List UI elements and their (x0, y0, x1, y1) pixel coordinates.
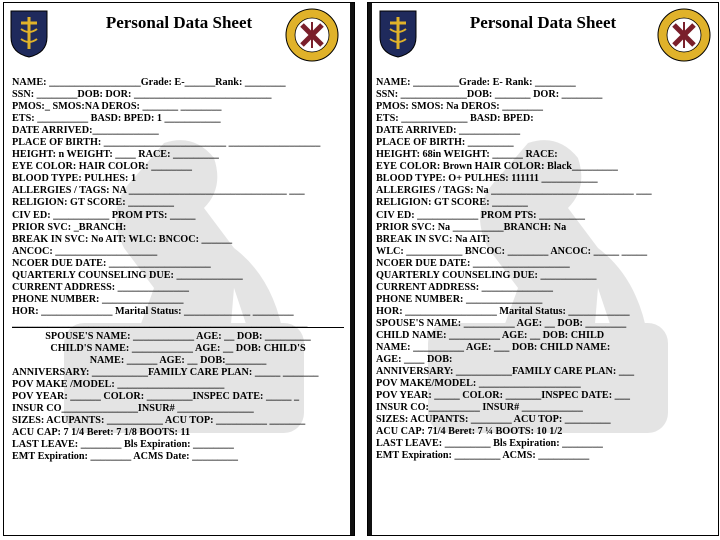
personal-data-sheet-left (3, 2, 355, 536)
form-line: ANCOC: ____________________ (12, 245, 158, 257)
form-line: SIZES: ACUPANTS: ___________ ACU TOP: __________ _______ (12, 415, 306, 427)
form-line: SSN: _____________DOB: _______ DOR: ________ (376, 89, 603, 101)
form-line: LAST LEAVE: _________ Bls Expiration: ________ (376, 438, 603, 450)
form-line: BREAK IN SVC: No AIT: WLC: BNCOC: ______ (12, 233, 233, 245)
form-fields-left (12, 77, 344, 476)
form-line: PMOS: SMOS: Na DEROS: ________ (376, 101, 543, 113)
form-line: HEIGHT: n WEIGHT: ____ RACE: _________ (12, 149, 219, 161)
form-line: PRIOR SVC: Na __________BRANCH: Na (376, 221, 567, 233)
form-line: CHILD NAME: __________ AGE: __ DOB: CHILD (376, 329, 605, 341)
form-line: ANNIVERSARY: ___________FAMILY CARE PLAN: _____ _______ (12, 367, 319, 379)
form-line: EMT Expiration: _________ ACMS: __________ (376, 450, 590, 462)
form-line: EMT Expiration: ________ ACMS Date: _________ (12, 451, 238, 463)
form-line: NAME: __________________Grade: E-______Rank: ________ (12, 77, 286, 88)
form-line: NCOER DUE DATE: ___________________ (376, 257, 570, 269)
form-line: SSN: ________DOB: DOR: ___________________________ (12, 89, 272, 101)
page-title: Personal Data Sheet (469, 13, 617, 32)
form-line: PHONE NUMBER: ________________ (12, 293, 184, 305)
form-line: NAME: ______ AGE: __ DOB:________ (89, 355, 267, 367)
form-line: ETS: __________ BASD: BPED: 1 ___________ (12, 113, 221, 125)
form-line: EYE COLOR: HAIR COLOR: ________ (12, 161, 192, 173)
form-line: NCOER DUE DATE: ____________________ (12, 257, 211, 269)
form-line: PMOS:_ SMOS:NA DEROS: _______ ________ (12, 101, 222, 113)
form-line: HEIGHT: 68in WEIGHT: ______ RACE: (376, 149, 558, 161)
form-line: QUARTERLY COUNSELING DUE: _____________ (12, 269, 243, 281)
form-line: HOR: ______________ Marital Status: _____________ ________ (12, 305, 294, 317)
form-line: LAST LEAVE: ________ Bls Expiration: ________ (12, 439, 234, 451)
form-line: BREAK IN SVC: Na AIT: (376, 233, 491, 245)
form-fields-right (376, 77, 708, 463)
form-line: CURRENT ADDRESS: ______________ (376, 281, 553, 293)
form-line: ALLERGIES / TAGS: NA _______________________________ ___ (12, 185, 305, 197)
form-line: RELIGION: GT SCORE: _______ (376, 197, 528, 209)
form-line: HOR: __________________ Marital Status: ____________ (376, 305, 630, 317)
form-line: POV MAKE /MODEL: _____________________ (12, 379, 225, 391)
form-line: NAME: __________ AGE: ___ DOB: CHILD NAME: (376, 342, 611, 354)
form-line: POV MAKE/MODEL: ____________________ (376, 378, 581, 390)
form-line (12, 463, 344, 475)
form-line: POV YEAR: _____ COLOR: _______INSPEC DATE: ___ (376, 390, 630, 402)
form-line: __________________________________________________________ (12, 318, 344, 328)
form-line: CHILD'S NAME: ____________ AGE: __ DOB: CHILD'S (50, 342, 306, 354)
form-line: SPOUSE'S NAME: ____________ AGE: __ DOB: _________ (45, 330, 311, 342)
form-line: CIV ED: ___________ PROM PTS: _____ (12, 209, 196, 221)
sheet-edge-divider (367, 3, 372, 535)
form-line: ACU CAP: 7 1/4 Beret: 7 1/8 BOOTS: 11 (12, 427, 191, 439)
personal-data-sheet-right (367, 2, 719, 536)
form-line: DATE ARRIVED: ____________ (376, 125, 521, 137)
form-line: QUARTERLY COUNSELING DUE: ___________ (376, 269, 597, 281)
form-line: CURRENT ADDRESS: ______________ (12, 281, 189, 293)
form-line: INSUR CO_______________INSUR# _______________ (12, 403, 254, 415)
form-line: INSUR CO:__________ INSUR# ____________ (376, 402, 583, 414)
page-title: Personal Data Sheet (105, 13, 253, 32)
form-line: ALLERGIES / TAGS: Na ____________________________ ___ (376, 185, 652, 197)
form-line: CIV ED: ____________ PROM PTS: _________ (376, 209, 585, 221)
form-line: BLOOD TYPE: O+ PULHES: 111111 ___________ (376, 173, 598, 185)
form-line: RELIGION: GT SCORE: _________ (12, 197, 174, 209)
form-line: ETS: _____________ BASD: BPED: (376, 113, 534, 125)
form-line: ANNIVERSARY: ___________FAMILY CARE PLAN: ___ (376, 366, 635, 378)
form-line: DATE ARRIVED:_____________ (12, 125, 159, 137)
form-line: WLC: ___________ BNCOC: ________ ANCOC: _____ _____ (376, 245, 648, 257)
form-line: PHONE NUMBER: _______________ (376, 293, 543, 305)
form-line: PLACE OF BIRTH: ________________________ __________________ (12, 137, 321, 149)
form-line: PRIOR SVC: _BRANCH: (12, 221, 127, 233)
form-line: ACU CAP: 71/4 Beret: 7 ¼ BOOTS: 10 1/2 (376, 426, 563, 438)
sheet-edge-divider (350, 3, 355, 535)
form-line: POV YEAR: ______ COLOR: _________INSPEC DATE: _____ _ (12, 391, 300, 403)
form-line: BLOOD TYPE: PULHES: 1 (12, 173, 137, 185)
form-line: AGE: ____ DOB: (376, 354, 453, 366)
form-line: PLACE OF BIRTH: _________ (376, 137, 514, 149)
form-line: EYE COLOR: Brown HAIR COLOR: Black_________ (376, 161, 618, 173)
form-line: SIZES: ACUPANTS: ________ ACU TOP: _________ (376, 414, 611, 426)
form-line: SPOUSE'S NAME: __________ AGE: __ DOB: ________ (376, 317, 627, 329)
form-line: NAME: _________Grade: E- Rank: ________ (376, 77, 576, 88)
